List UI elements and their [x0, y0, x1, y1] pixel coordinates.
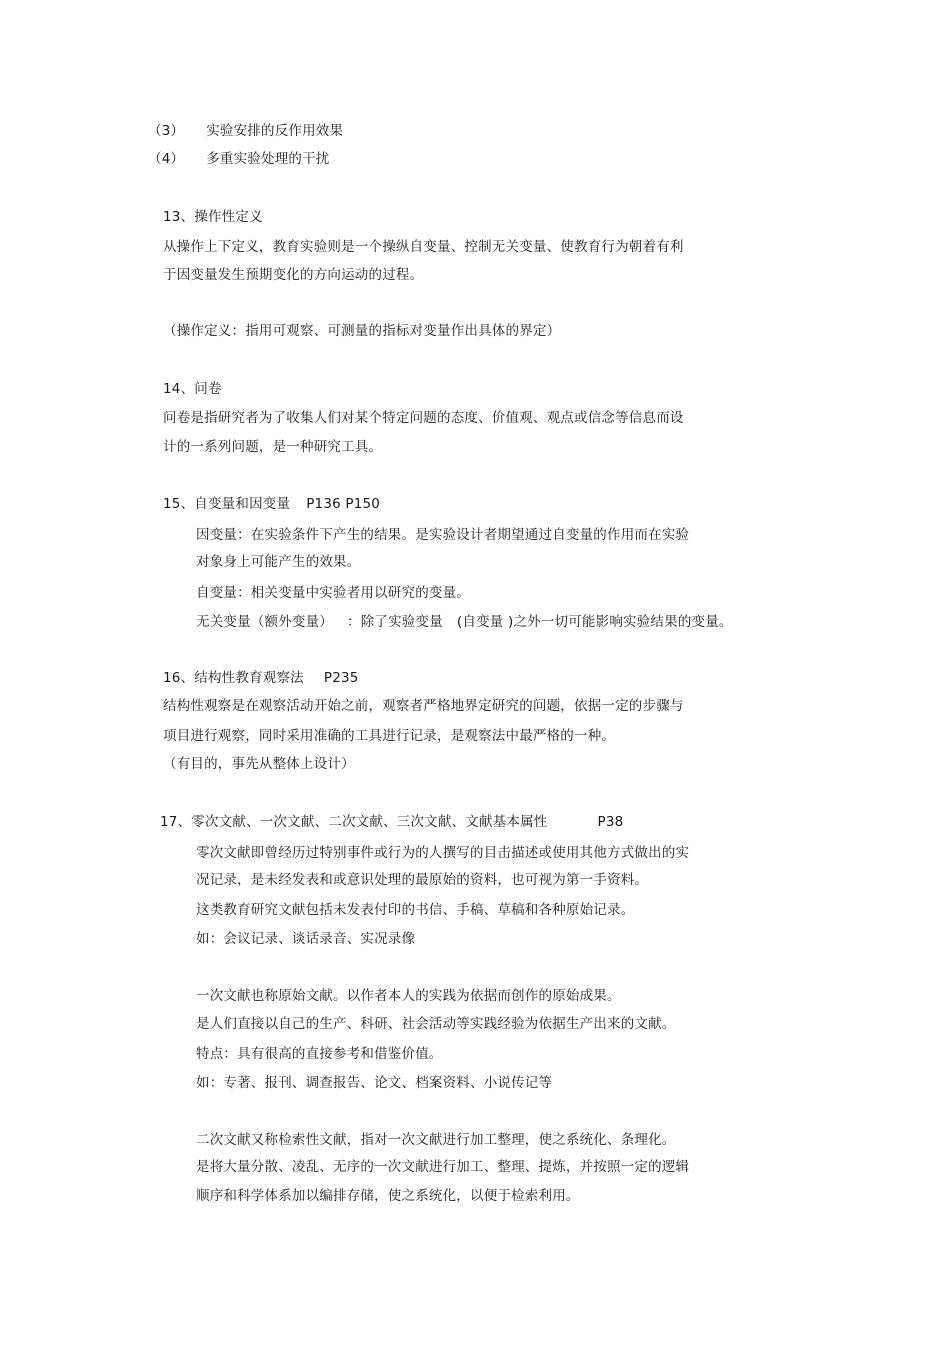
secondary-literature-line-2: 是将大量分散、凌乱、无序的一次文献进行加工、整理、提炼，并按照一定的逻辑: [196, 1159, 690, 1175]
page-reference: P38: [597, 814, 624, 830]
section-14-paragraph-line-1: 问卷是指研究者为了收集人们对某个特定问题的态度、价值观、观点或信念等信息而设: [163, 410, 684, 426]
list-number: （3）: [148, 123, 185, 139]
section-15-heading-row: [163, 495, 380, 513]
list-item-3: [148, 122, 343, 140]
section-17-heading: 17、零次文献、一次文献、二次文献、三次文献、文献基本属性: [160, 814, 548, 830]
list-text: 实验安排的反作用效果: [206, 123, 344, 139]
section-13-note: （操作定义：指用可观察、可测量的指标对变量作出具体的界定）: [163, 323, 561, 339]
dependent-variable-line-2: 对象身上可能产生的效果。: [196, 554, 361, 570]
secondary-literature-line-1: 二次文献又称检索性文献，指对一次文献进行加工整理，使之系统化、条理化。: [196, 1132, 676, 1148]
primary-literature-line-1: 一次文献也称原始文献。以作者本人的实践为依据而创作的原始成果。: [196, 988, 621, 1004]
section-16-heading-row: [163, 669, 359, 687]
dependent-variable-line-1: 因变量：在实验条件下产生的结果。是实验设计者期望通过自变量的作用而在实验: [196, 527, 690, 543]
list-number: （4）: [148, 151, 185, 167]
list-item-4: [148, 150, 330, 168]
zero-order-literature-line-1: 零次文献即曾经历过特别事件或行为的人撰写的目击描述或使用其他方式做出的实: [196, 845, 690, 861]
extraneous-variable-desc-a: ：除了实验变量: [347, 614, 443, 630]
section-16-paragraph-line-2: 项目进行观察，同时采用准确的工具进行记录，是观察法中最严格的一种。: [163, 728, 616, 744]
section-14-heading: 14、问卷: [163, 381, 222, 397]
section-13-paragraph-line-2: 于因变量发生预期变化的方向运动的过程。: [163, 267, 424, 283]
section-17-heading-row: [160, 813, 623, 831]
secondary-literature-line-3: 顺序和科学体系加以编排存储，使之系统化，以便于检索利用。: [196, 1188, 580, 1204]
zero-order-literature-line-2: 况记录，是未经发表和或意识处理的最原始的资料，也可视为第一手资料。: [196, 872, 649, 888]
primary-literature-features: 特点：具有很高的直接参考和借鉴价值。: [196, 1046, 443, 1062]
section-15-heading: 15、自变量和因变量: [163, 496, 291, 512]
section-16-note: （有目的，事先从整体上设计）: [163, 756, 355, 772]
section-13-heading: 13、操作性定义: [163, 209, 263, 225]
page-reference: P136 P150: [306, 496, 381, 512]
page-reference: P235: [323, 670, 359, 686]
section-14-paragraph-line-2: 计的一系列问题，是一种研究工具。: [163, 439, 383, 455]
primary-literature-examples: 如：专著、报刊、调查报告、论文、档案资料、小说传记等: [196, 1075, 553, 1091]
section-16-paragraph-line-1: 结构性观察是在观察活动开始之前，观察者严格地界定研究的问题，依据一定的步骤与: [163, 698, 684, 714]
extraneous-variable-line: [196, 613, 733, 631]
section-16-heading: 16、结构性教育观察法: [163, 670, 304, 686]
primary-literature-line-2: 是人们直接以自己的生产、科研、社会活动等实践经验为依据生产出来的文献。: [196, 1016, 676, 1032]
independent-variable-line: 自变量：相关变量中实验者用以研究的变量。: [196, 585, 470, 601]
zero-order-literature-examples: 如：会议记录、谈话录音、实况录像: [196, 931, 416, 947]
section-13-paragraph-line-1: 从操作上下定义，教育实验则是一个操纵自变量、控制无关变量、使教育行为朝着有利: [163, 239, 684, 255]
list-text: 多重实验处理的干扰: [206, 151, 330, 167]
extraneous-variable-desc-b: (自变量 )之外一切可能影响实验结果的变量。: [456, 614, 733, 630]
extraneous-variable-term: 无关变量（额外变量）: [196, 614, 333, 630]
zero-order-literature-line-3: 这类教育研究文献包括未发表付印的书信、手稿、草稿和各种原始记录。: [196, 902, 635, 918]
